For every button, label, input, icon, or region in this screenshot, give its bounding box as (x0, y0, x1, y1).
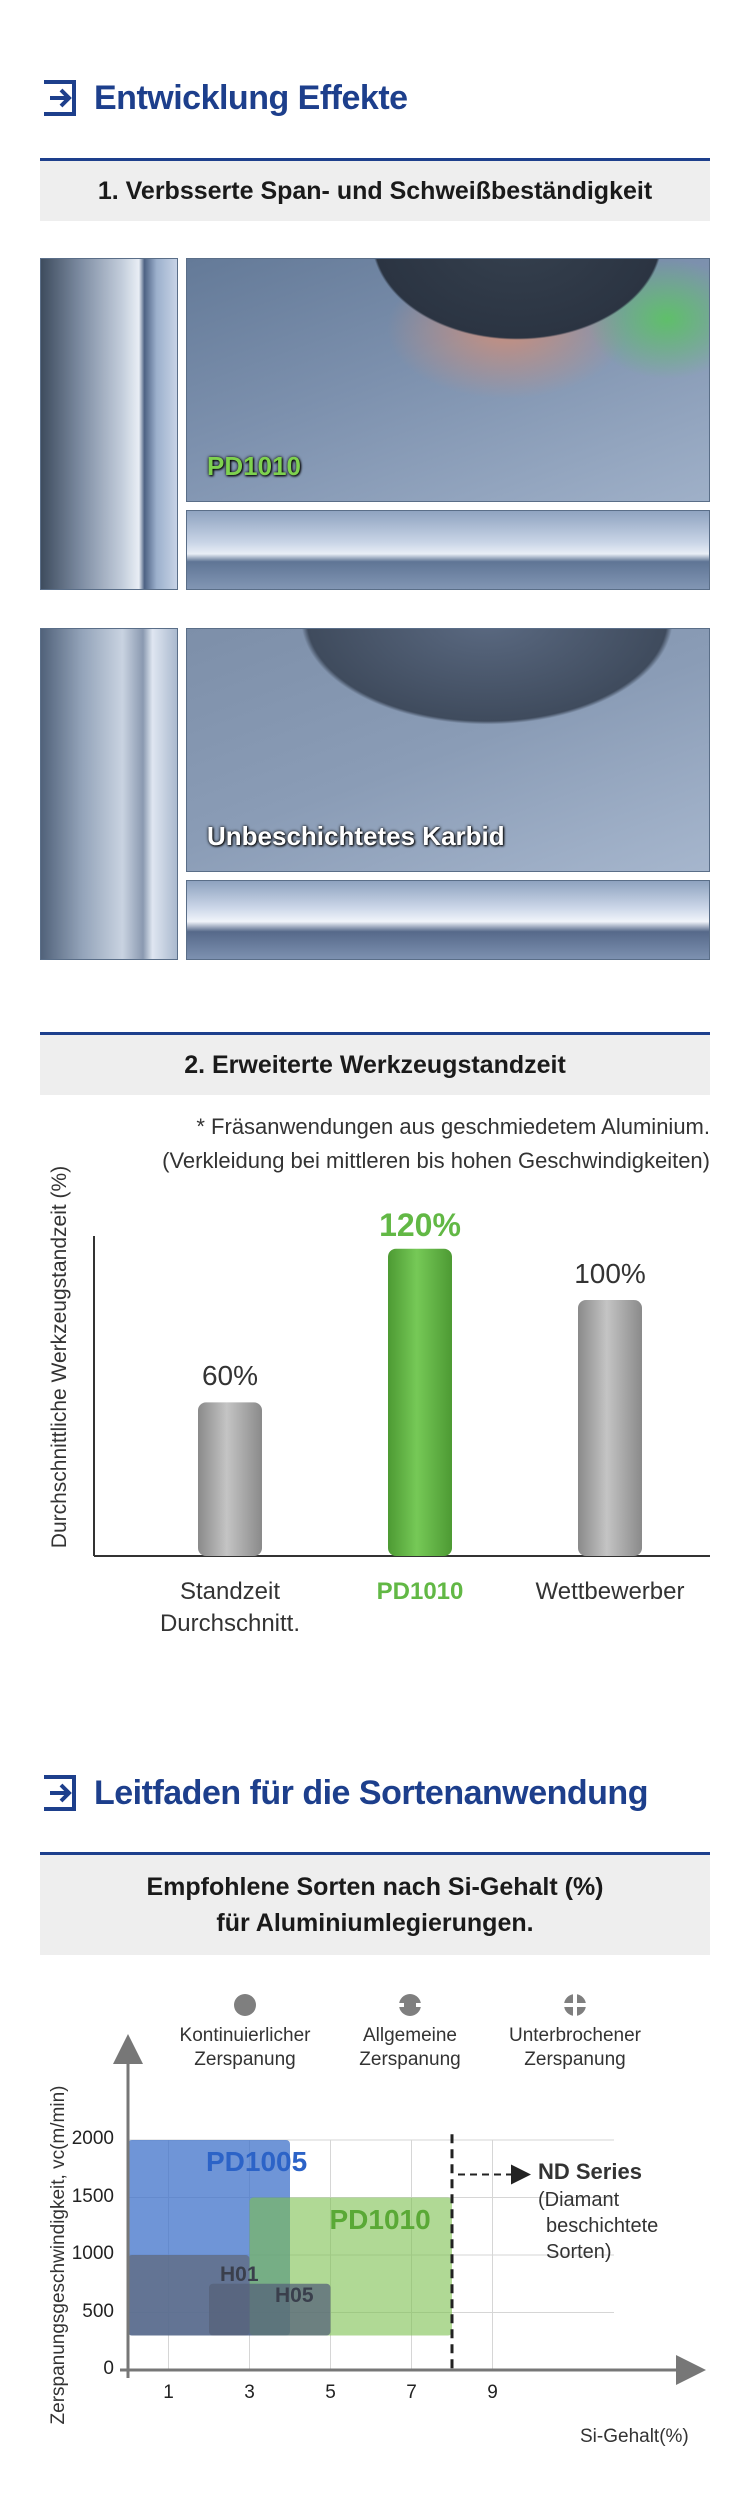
micrograph-pd1010-side (186, 510, 710, 590)
nd-series-note: Sorten) (546, 2240, 612, 2263)
category-line: Wettbewerber (535, 1578, 685, 1605)
x-tick-label: 5 (325, 2382, 336, 2403)
bar-pd1010 (388, 1249, 452, 1556)
y-tick-label: 1000 (71, 2243, 114, 2264)
region-h05-label: H05 (275, 2283, 314, 2307)
legend-line: Zerspanung (524, 2049, 626, 2070)
micrograph-pd1010-surface (186, 258, 710, 502)
region-h01-label: H01 (220, 2263, 259, 2286)
nd-series-note: (Diamant (538, 2188, 620, 2211)
footnote-line-1: * Fräsanwendungen aus geschmiedetem Aluminium. (196, 1114, 710, 1139)
subheading-chip-resistance (40, 158, 710, 221)
subheading-grade-recommendation (40, 1852, 710, 1955)
bar-category-label (510, 1576, 710, 1608)
nd-series-note: beschichtete (546, 2214, 659, 2237)
x-tick-label: 1 (163, 2382, 174, 2403)
solid-circle-icon (230, 1990, 260, 2020)
chart-title-line-1: Empfohlene Sorten nach Si-Gehalt (%) (146, 1873, 604, 1901)
tool-life-y-axis-label (48, 1152, 78, 1562)
category-line: Durchschnitt. (159, 1610, 301, 1637)
bar-value-label: 100% (574, 1258, 646, 1289)
bar-wettbewerber (578, 1300, 642, 1556)
section-heading-grade-guide (40, 1770, 648, 1816)
notched-circle-icon (395, 1990, 425, 2020)
legend-line: Zerspanung (194, 2049, 296, 2070)
bar-value-label: 120% (379, 1206, 461, 1243)
micrograph-pd1010-edge (40, 258, 178, 590)
grade-application-chart (40, 2030, 720, 2470)
legend-line: Zerspanung (359, 2049, 461, 2070)
x-axis-title: Si-Gehalt(%) (580, 2426, 689, 2447)
legend-line: Allgemeine (363, 2025, 457, 2046)
footnote-line-2: (Verkleidung bei mittleren bis hohen Geschwindigkeiten) (162, 1148, 710, 1173)
category-line: PD1010 (376, 1578, 464, 1605)
y-tick-label: 1500 (71, 2185, 114, 2207)
subheading-tool-life (40, 1032, 710, 1095)
y-axis-title: Durchschnittliche Werkzeugstandzeit (%) (48, 1165, 71, 1549)
y-tick-label: 0 (103, 2358, 114, 2379)
subheading-text: 2. Erweiterte Werkzeugstandzeit (184, 1050, 566, 1079)
micrograph-carbide-side (186, 880, 710, 960)
category-line: Standzeit (179, 1578, 281, 1605)
x-tick-label: 9 (487, 2382, 498, 2403)
bar-category-label (320, 1576, 520, 1608)
y-tick-label: 2000 (71, 2128, 114, 2149)
region-pd1010-label: PD1010 (329, 2203, 431, 2235)
nd-series-title: ND Series (538, 2158, 642, 2184)
legend-line: Unterbrochener (508, 2025, 642, 2046)
section-title: Leitfaden für die Sortenanwendung (94, 1773, 648, 1812)
arrow-box-icon (40, 1773, 80, 1813)
micrograph-carbide-edge (40, 628, 178, 960)
photo-label-pd1010: PD1010 (207, 451, 301, 481)
x-tick-label: 7 (406, 2382, 417, 2403)
y-axis-title: Zerspanungsgeschwindigkeit, vc(m/min) (48, 2085, 69, 2425)
cross-circle-icon (560, 1990, 590, 2020)
arrow-box-icon (40, 78, 80, 118)
x-tick-label: 3 (244, 2382, 255, 2403)
y-tick-label: 500 (82, 2300, 114, 2322)
bar-value-label: 60% (201, 1360, 259, 1392)
chart-title-line-2: für Aluminiumlegierungen. (216, 1909, 534, 1937)
photo-label-carbide: Unbeschichtetes Karbid (207, 821, 505, 851)
micrograph-carbide-surface (186, 628, 710, 872)
bar-category-label (130, 1576, 330, 1640)
region-pd1005-label: PD1005 (206, 2146, 308, 2177)
section-title: Entwicklung Effekte (94, 78, 408, 117)
legend-line: Kontinuierlicher (179, 2025, 311, 2046)
bar-standzeit-durchschnitt- (198, 1402, 262, 1556)
section-heading-effects (40, 75, 408, 121)
subheading-text: 1. Verbsserte Span- und Schweißbeständigkeit (97, 176, 653, 205)
